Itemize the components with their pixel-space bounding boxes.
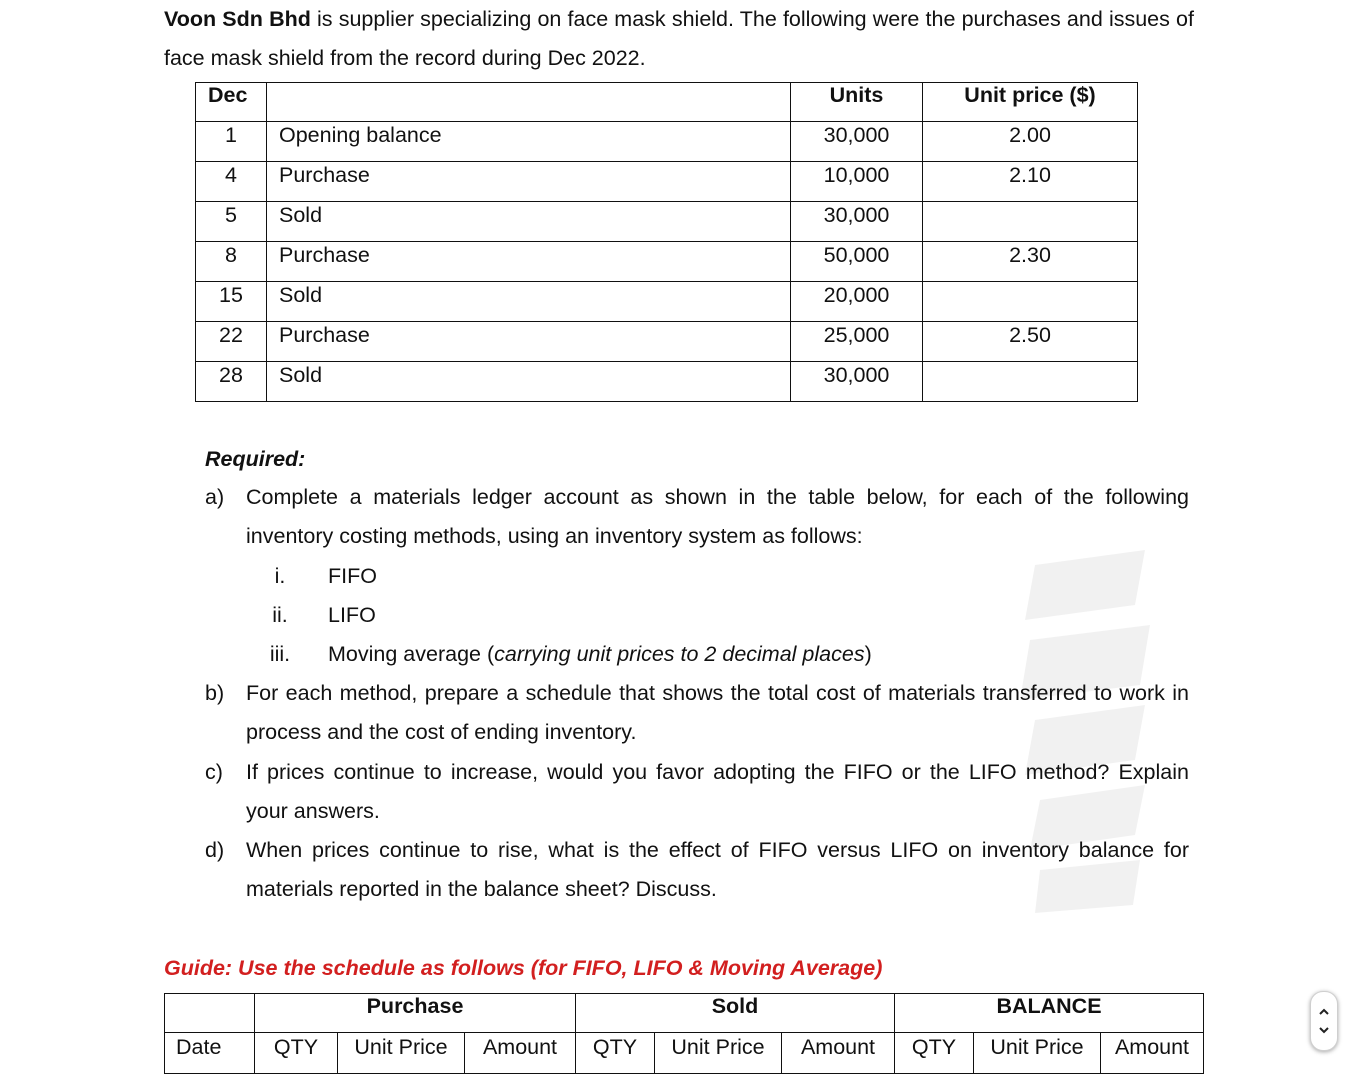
row-unit-price: 2.50	[923, 322, 1138, 362]
col-purchase-qty: QTY	[255, 1033, 338, 1074]
row-unit-price	[923, 362, 1138, 402]
row-description: Opening balance	[267, 122, 791, 162]
table-row	[196, 242, 1138, 282]
row-unit-price: 2.00	[923, 122, 1138, 162]
question-b-text: For each method, prepare a schedule that shows the total cost of materials transferred to work in process and the cost of ending inventory.	[246, 681, 1189, 744]
required-heading: Required:	[205, 447, 306, 471]
row-units: 30,000	[791, 362, 923, 402]
transactions-header-row	[196, 83, 1138, 122]
col-sold-qty: QTY	[576, 1033, 655, 1074]
col-balance-qty: QTY	[895, 1033, 974, 1074]
question-c	[205, 753, 1190, 833]
schedule-table	[164, 993, 1204, 1074]
question-a	[205, 478, 1190, 558]
row-description: Purchase	[267, 242, 791, 282]
method-note: carrying unit prices to 2 decimal places	[494, 642, 865, 666]
method-number: i.	[274, 564, 286, 588]
row-day: 28	[196, 362, 267, 402]
intro-text: is supplier specializing on face mask shield. The following were the purchases and issues of face mask shield from the record during Dec 2022.	[164, 7, 1194, 70]
method-number: iii.	[269, 642, 291, 666]
intro-paragraph	[164, 0, 1194, 78]
question-a-label: a)	[205, 485, 225, 509]
row-description: Sold	[267, 362, 791, 402]
schedule-group-row	[165, 994, 1204, 1033]
header-day: Dec	[196, 83, 267, 122]
col-balance-unit-price: Unit Price	[974, 1033, 1101, 1074]
row-day: 4	[196, 162, 267, 202]
header-description	[267, 83, 791, 122]
method-text: LIFO	[328, 603, 376, 627]
row-unit-price	[923, 202, 1138, 242]
col-balance-amount: Amount	[1101, 1033, 1204, 1074]
question-a-text: Complete a materials ledger account as shown in the table below, for each of the following inventory costing methods, using an inventory system as follows:	[246, 485, 1189, 548]
method-text: Moving average (	[328, 642, 495, 666]
col-sold-unit-price: Unit Price	[655, 1033, 782, 1074]
schedule-column-row	[165, 1033, 1204, 1074]
guide-note: Guide: Use the schedule as follows (for FIFO, LIFO & Moving Average)	[164, 956, 883, 980]
col-purchase-unit-price: Unit Price	[338, 1033, 465, 1074]
row-day: 8	[196, 242, 267, 282]
question-c-text: If prices continue to increase, would you favor adopting the FIFO or the LIFO method? Explain your answers.	[246, 760, 1189, 823]
row-unit-price: 2.30	[923, 242, 1138, 282]
table-row	[196, 322, 1138, 362]
transactions-table	[195, 82, 1138, 402]
row-day: 1	[196, 122, 267, 162]
method-close: )	[864, 642, 872, 666]
table-row	[196, 202, 1138, 242]
group-sold: Sold	[576, 994, 895, 1033]
method-text: FIFO	[328, 564, 377, 588]
row-units: 25,000	[791, 322, 923, 362]
row-unit-price: 2.10	[923, 162, 1138, 202]
method-number: ii.	[272, 603, 288, 627]
row-description: Sold	[267, 282, 791, 322]
group-balance: BALANCE	[895, 994, 1204, 1033]
scroll-up-icon[interactable]	[1317, 1005, 1331, 1019]
table-row	[196, 362, 1138, 402]
row-units: 30,000	[791, 202, 923, 242]
row-day: 5	[196, 202, 267, 242]
scroll-down-icon[interactable]	[1317, 1023, 1331, 1037]
table-row	[196, 162, 1138, 202]
row-day: 15	[196, 282, 267, 322]
row-units: 30,000	[791, 122, 923, 162]
row-description: Purchase	[267, 322, 791, 362]
row-unit-price	[923, 282, 1138, 322]
col-purchase-amount: Amount	[465, 1033, 576, 1074]
row-units: 10,000	[791, 162, 923, 202]
question-d-label: d)	[205, 838, 225, 862]
question-c-label: c)	[205, 760, 223, 784]
schedule-blank-header	[165, 994, 255, 1033]
question-b-label: b)	[205, 681, 225, 705]
header-units: Units	[791, 83, 923, 122]
row-description: Purchase	[267, 162, 791, 202]
method-text-wrap	[328, 635, 872, 674]
row-day: 22	[196, 322, 267, 362]
header-unit-price: Unit price ($)	[923, 83, 1138, 122]
table-row	[196, 122, 1138, 162]
question-b	[205, 674, 1190, 754]
group-purchase: Purchase	[255, 994, 576, 1033]
question-d	[205, 831, 1190, 911]
company-name: Voon Sdn Bhd	[164, 7, 311, 31]
question-d-text: When prices continue to rise, what is the effect of FIFO versus LIFO on inventory balance for materials reported in the balance sheet? Discuss.	[246, 838, 1189, 901]
row-units: 50,000	[791, 242, 923, 282]
col-sold-amount: Amount	[782, 1033, 895, 1074]
table-row	[196, 282, 1138, 322]
row-description: Sold	[267, 202, 791, 242]
col-date: Date	[165, 1033, 255, 1074]
row-units: 20,000	[791, 282, 923, 322]
scroll-up-down-icon[interactable]	[1310, 991, 1338, 1051]
